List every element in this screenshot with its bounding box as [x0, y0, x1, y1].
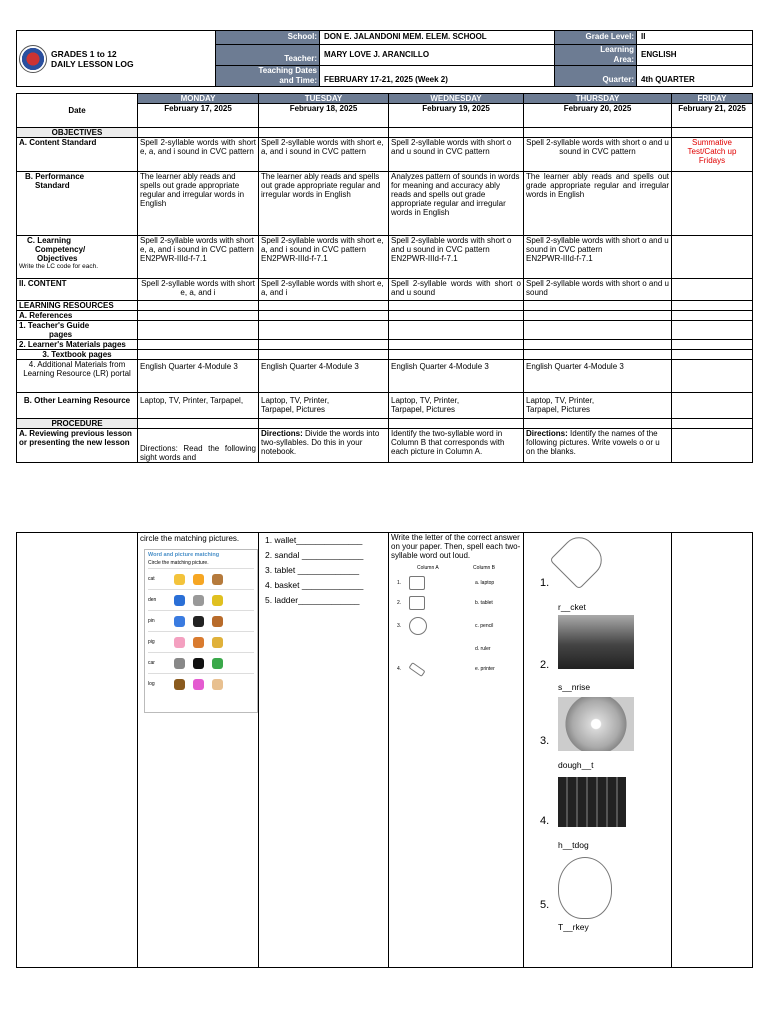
wednesday-continuation [389, 533, 524, 968]
dates-value: FEBRUARY 17-21, 2025 (Week 2) [320, 66, 555, 87]
content-thursday: Spell 2-syllable words with short o and u sound [524, 279, 672, 301]
objectives-heading: OBJECTIVES [17, 128, 138, 138]
area-value: ENGLISH [637, 45, 753, 66]
other-resources-label: B. Other Learning Resource [17, 393, 138, 419]
olr-thursday: Laptop, TV, Printer, Tarpapel, Pictures [524, 393, 672, 419]
column-b-item: b. tablet [475, 599, 493, 606]
mon-instruction: circle the matching pictures. [140, 534, 240, 543]
date-monday: February 17, 2025 [138, 104, 259, 128]
column-b-item: a. laptop [475, 579, 495, 586]
learners-materials-label: 2. Learner's Materials pages [17, 340, 138, 350]
lc-thursday: Spell 2-syllable words with short o and u sound in CVC pattern EN2PWR-IIId-f-7.1 [524, 236, 672, 279]
column-b-item: d. ruler [475, 645, 491, 652]
list-item: 1. wallet______________ [265, 535, 363, 545]
review-wednesday: Identify the two-syllable word in Column B that corresponds with each picture in Column A. [389, 429, 524, 463]
date-label: Date [17, 94, 138, 128]
column-b-item: e. printer [475, 665, 495, 672]
day-wednesday: WEDNESDAY [389, 94, 524, 104]
wed-instruction: Write the letter of the correct answer on your paper. Then, spell each two-syllable word out loud. [391, 533, 521, 560]
picture-caption: dough__t [558, 760, 594, 770]
pencil-icon [408, 662, 425, 677]
column-b-item: c. pencil [475, 622, 494, 629]
review-thursday: Directions: Identify the names of the following pictures. Write vowels o or u on the blanks. [524, 429, 672, 463]
lesson-log-table [16, 93, 753, 463]
picture-item: 3. dough__t [526, 701, 669, 785]
day-friday: FRIDAY [672, 94, 753, 104]
panda-icon [409, 617, 427, 635]
learning-resources-heading: LEARNING RESOURCES [17, 301, 138, 311]
cs-tuesday: Spell 2-syllable words with short e, a, and i sound in CVC pattern [259, 138, 389, 172]
lc-tuesday: Spell 2-syllable words with short e, a, and i sound in CVC pattern EN2PWR-IIId-f-7.1 [259, 236, 389, 279]
references-label: A. References [17, 311, 138, 321]
ws-word: den [148, 597, 157, 603]
textbook-label: 3. Textbook pages [17, 350, 138, 360]
picture-caption: r__cket [558, 602, 586, 612]
list-item: 4. basket _____________ [265, 580, 364, 590]
grade-label: Grade Level: [555, 31, 637, 45]
am-tuesday: English Quarter 4-Module 3 [259, 360, 389, 393]
reviewing-label: A. Reviewing previous lesson or presenting the new lesson [17, 429, 138, 463]
grade-value: II [637, 31, 753, 45]
ws-word: cat [148, 576, 155, 582]
am-monday: English Quarter 4-Module 3 [138, 360, 259, 393]
teacher-value: MARY LOVE J. ARANCILLO [320, 45, 555, 66]
ps-tuesday: The learner ably reads and spells out grade appropriate regular and irregular words in English [259, 172, 389, 236]
header-table [16, 30, 753, 87]
lc-wednesday: Spell 2-syllable words with short o and u sound in CVC pattern EN2PWR-IIId-f-7.1 [389, 236, 524, 279]
date-wednesday: February 19, 2025 [389, 104, 524, 128]
learning-competency-label: C. Learning Competency/ Objectives Write the LC code for each. [17, 236, 138, 279]
school-value: DON E. JALANDONI MEM. ELEM. SCHOOL [320, 31, 555, 45]
syllable-word-list [261, 533, 386, 608]
picture-item: 5. T__rkey [526, 869, 669, 953]
area-label: Learning Area: [555, 45, 637, 66]
date-friday: February 21, 2025 [672, 104, 753, 128]
ps-monday: The learner ably reads and spells out grade appropriate regular and irregular words in English [138, 172, 259, 236]
procedure-heading: PROCEDURE [17, 419, 138, 429]
quarter-label: Quarter: [555, 66, 637, 87]
picture-item: 1. r__cket [526, 533, 669, 617]
worksheet-subtitle: Circle the matching picture. [148, 560, 209, 566]
continuation-table [16, 532, 753, 968]
cs-monday: Spell 2-syllable words with short e, a, and i sound in CVC pattern [138, 138, 259, 172]
column-matching: Column A Column B 1. a. laptop 2. b. tablet 3. c. pencil d. ruler 4. e. printer [397, 564, 515, 679]
content-wednesday: Spell 2-syllable words with short o and u sound [389, 279, 524, 301]
word-picture-worksheet [144, 549, 258, 713]
lc-monday: Spell 2-syllable words with short e, a, and i sound in CVC pattern EN2PWR-IIId-f-7.1 [138, 236, 259, 279]
date-tuesday: February 18, 2025 [259, 104, 389, 128]
picture-item: 2. s__nrise [526, 617, 669, 701]
list-item: 5. ladder_____________ [265, 595, 360, 605]
cs-wednesday: Spell 2-syllable words with short o and u sound in CVC pattern [389, 138, 524, 172]
additional-materials-label: 4. Additional Materials from Learning Resource (LR) portal [17, 360, 138, 393]
teachers-guide-label: 1. Teacher's Guide pages [17, 321, 138, 340]
teacher-label: Teacher: [216, 45, 320, 66]
ws-word: pin [148, 618, 155, 624]
picture-item: 4. h__tdog [526, 785, 669, 869]
monday-continuation [138, 533, 259, 968]
content-standard-label: A. Content Standard [17, 138, 138, 172]
list-item: 2. sandal _____________ [265, 550, 364, 560]
turkey-icon [558, 857, 612, 919]
hotdog-photo [558, 777, 626, 827]
brand-cell [17, 31, 216, 87]
picture-caption: s__nrise [558, 682, 591, 692]
quarter-value: 4th QUARTER [637, 66, 753, 87]
cs-thursday: Spell 2-syllable words with short o and u sound in CVC pattern [524, 138, 672, 172]
picture-caption: h__tdog [558, 840, 589, 850]
content-label: II. CONTENT [17, 279, 138, 301]
am-wednesday: English Quarter 4-Module 3 [389, 360, 524, 393]
day-monday: MONDAY [138, 94, 259, 104]
ws-word: log [148, 681, 155, 687]
thursday-continuation [524, 533, 672, 968]
date-thursday: February 20, 2025 [524, 104, 672, 128]
tuesday-continuation [259, 533, 389, 968]
content-tuesday: Spell 2-syllable words with short e, a, and i [259, 279, 389, 301]
brand-line1: GRADES 1 to 12 [51, 48, 117, 59]
laptop-icon [409, 596, 425, 610]
tablet-icon [409, 576, 425, 590]
ws-word: pig [148, 639, 155, 645]
performance-standard-label: B. Performance Standard [17, 172, 138, 236]
rocket-icon [549, 533, 608, 590]
am-thursday: English Quarter 4-Module 3 [524, 360, 672, 393]
olr-monday: Laptop, TV, Printer, Tarpapel, [138, 393, 259, 419]
olr-wednesday: Laptop, TV, Printer, Tarpapel, Pictures [389, 393, 524, 419]
olr-tuesday: Laptop, TV, Printer, Tarpapel, Pictures [259, 393, 389, 419]
content-monday: Spell 2-syllable words with short e, a, and i [138, 279, 259, 301]
review-tuesday: Directions: Divide the words into two-syllables. Do this in your notebook. [259, 429, 389, 463]
column-a-header: Column A [417, 565, 439, 571]
day-thursday: THURSDAY [524, 94, 672, 104]
review-monday: Directions: Read the following sight words and [138, 429, 259, 463]
ps-wednesday: Analyzes pattern of sounds in words for meaning and accuracy ably reads and spells out grade appropriate regular and irregular words in English [389, 172, 524, 236]
ws-word: car [148, 660, 155, 666]
donut-photo [558, 697, 634, 751]
dates-label: Teaching Dates and Time: [216, 66, 320, 87]
worksheet-title: Word and picture matching [148, 552, 220, 558]
brand-line2: DAILY LESSON LOG [51, 58, 134, 69]
school-label: School: [216, 31, 320, 45]
sunrise-photo [558, 615, 634, 669]
deped-seal-icon [19, 45, 47, 73]
picture-caption: T__rkey [558, 922, 589, 932]
cs-friday: Summative Test/Catch up Fridays [672, 138, 753, 172]
day-tuesday: TUESDAY [259, 94, 389, 104]
list-item: 3. tablet _____________ [265, 565, 360, 575]
ps-thursday: The learner ably reads and spells out grade appropriate regular and irregular words in English [524, 172, 672, 236]
column-b-header: Column B [473, 565, 495, 571]
